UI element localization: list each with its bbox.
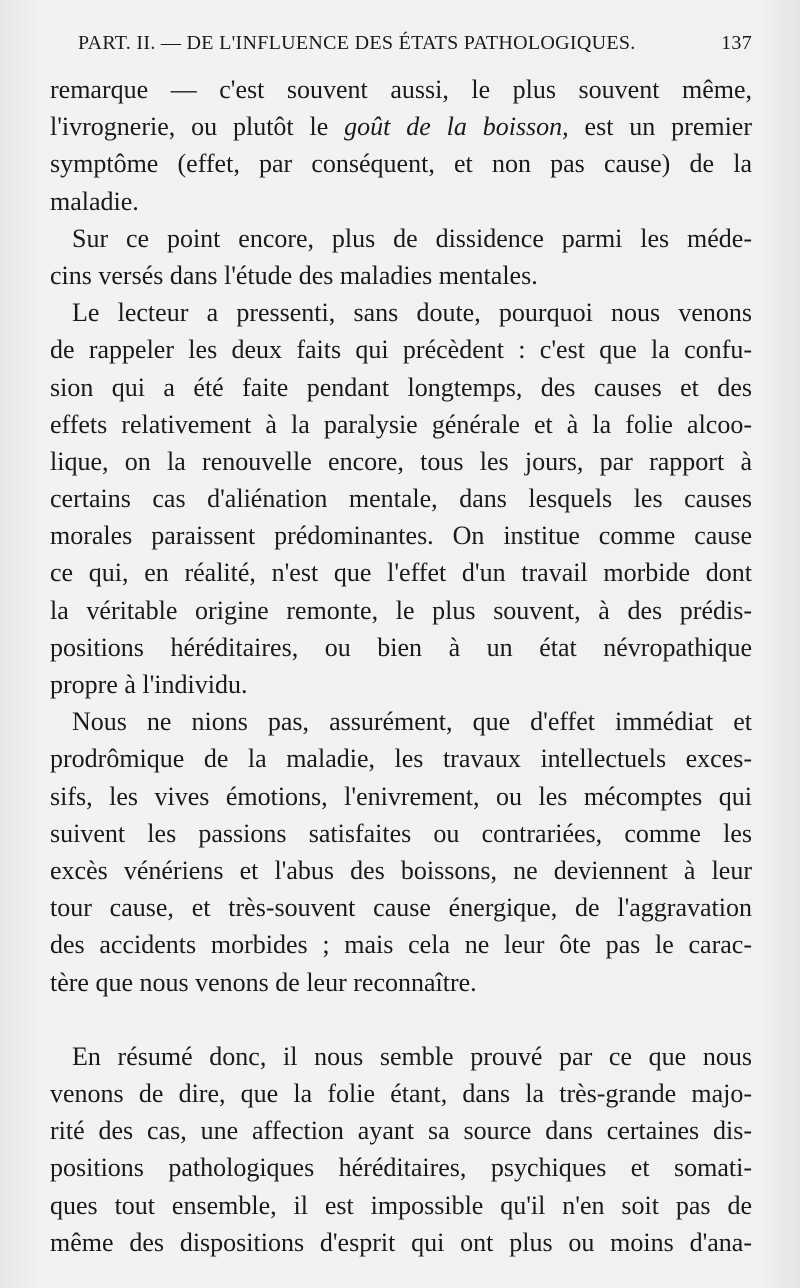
emphasis-text: goût de la boisson, (344, 112, 569, 142)
text-line: suivent les passions satisfaites ou contrariées, comme les (50, 818, 752, 848)
text-line: sifs, les vives émotions, l'enivrement, ou les mécomptes qui (50, 781, 752, 811)
text-line: En résumé donc, il nous semble prouvé par ce que nous (72, 1041, 752, 1071)
text-line: ce qui, en réalité, n'est que l'effet d'un travail morbide dont (50, 558, 752, 588)
text-line: tour cause, et très-souvent cause énergique, de l'aggravation (50, 893, 752, 923)
text-line: positions héréditaires, ou bien à un état névropathique (50, 632, 752, 662)
text-line: des accidents morbides ; mais cela ne leur ôte pas le carac- (50, 930, 752, 960)
text-line: excès vénériens et l'abus des boissons, ne deviennent à leur (50, 855, 752, 885)
text-line: maladie. (50, 186, 139, 216)
paragraph (50, 220, 752, 294)
text-line: ques tout ensemble, il est impossible qu'il n'en soit pas de (50, 1190, 752, 1220)
text-line: Sur ce point encore, plus de dissidence parmi les méde- (72, 223, 752, 253)
text-line: positions pathologiques héréditaires, psychiques et somati- (50, 1153, 752, 1183)
text-line: venons de dire, que la folie étant, dans la très-grande majo- (50, 1079, 752, 1109)
text-line: morales paraissent prédominantes. On institue comme cause (50, 521, 752, 551)
paragraph (50, 703, 752, 1001)
text-line: symptôme (effet, par conséquent, et non pas cause) de la (50, 149, 752, 179)
text-line: Nous ne nions pas, assurément, que d'effet immédiat et (72, 707, 752, 737)
paragraph-gap (50, 1001, 752, 1038)
text-line: tère que nous venons de leur reconnaître. (50, 967, 477, 997)
text-line: lique, on la renouvelle encore, tous les jours, par rapport à (50, 446, 752, 476)
running-header (78, 32, 752, 60)
paragraph (50, 294, 752, 703)
text-line: cins versés dans l'étude des maladies mentales. (50, 260, 538, 290)
paragraph (50, 1038, 752, 1261)
text-run: l'ivrognerie, ou plutôt le (50, 112, 345, 142)
text-line: propre à l'individu. (50, 670, 248, 699)
page-number: 137 (721, 32, 752, 54)
text-run: est un premier (568, 112, 753, 142)
text-line: effets relativement à la paralysie générale et à la folie alcoo- (50, 409, 752, 439)
text-line: certains cas d'aliénation mentale, dans lesquels les causes (50, 484, 752, 514)
body-text (50, 71, 752, 1261)
text-line: rité des cas, une affection ayant sa source dans certaines dis- (50, 1116, 752, 1146)
text-line: Le lecteur a pressenti, sans doute, pourquoi nous venons (72, 298, 752, 328)
paragraph (50, 71, 752, 220)
text-line: sion qui a été faite pendant longtemps, des causes et des (50, 372, 752, 402)
running-title: PART. II. — DE L'INFLUENCE DES ÉTATS PATHOLOGIQUES. (78, 32, 636, 54)
text-line (50, 108, 752, 145)
text-line: la véritable origine remonte, le plus souvent, à des prédis- (50, 595, 752, 625)
text-line: même des dispositions d'esprit qui ont plus ou moins d'ana- (50, 1227, 752, 1257)
text-line: remarque — c'est souvent aussi, le plus souvent même, (50, 75, 752, 104)
text-line: prodrômique de la maladie, les travaux intellectuels exces- (50, 744, 752, 774)
text-line: de rappeler les deux faits qui précèdent : c'est que la confu- (50, 335, 752, 365)
